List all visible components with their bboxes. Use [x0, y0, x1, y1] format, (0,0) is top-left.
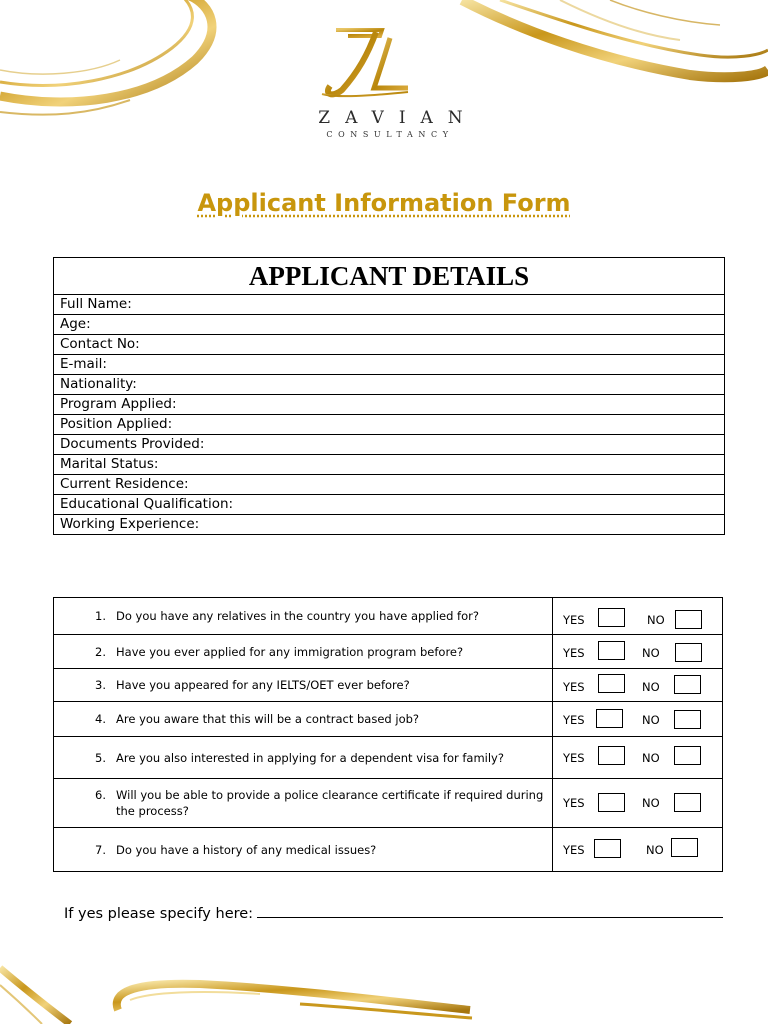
question-number: 4. — [95, 712, 106, 726]
question-text: Are you also interested in applying for a dependent visa for family? — [116, 750, 504, 765]
no-checkbox[interactable] — [675, 643, 702, 662]
no-checkbox[interactable] — [674, 746, 701, 765]
answer-cell — [553, 702, 723, 737]
question-row — [54, 828, 723, 872]
no-label: NO — [642, 680, 660, 694]
question-text: Do you have any relatives in the country you have applied for? — [116, 609, 479, 623]
question-number: 7. — [95, 842, 106, 857]
detail-row — [54, 495, 725, 515]
questions-table — [53, 597, 723, 872]
no-checkbox[interactable] — [674, 675, 701, 694]
detail-field-email[interactable]: E-mail: — [54, 355, 725, 375]
yes-checkbox[interactable] — [598, 641, 625, 660]
detail-field-nationality[interactable]: Nationality: — [54, 375, 725, 395]
question-text: Have you appeared for any IELTS/OET ever before? — [116, 678, 410, 692]
yes-label: YES — [563, 796, 585, 810]
detail-field-documents-provided[interactable]: Documents Provided: — [54, 435, 725, 455]
question-text: Have you ever applied for any immigration program before? — [116, 644, 464, 659]
no-label: NO — [647, 613, 665, 627]
detail-row — [54, 295, 725, 315]
yes-label: YES — [563, 646, 585, 660]
answer-cell — [553, 598, 723, 635]
yes-label: YES — [563, 713, 585, 727]
no-label: NO — [646, 843, 664, 857]
detail-field-marital-status[interactable]: Marital Status: — [54, 455, 725, 475]
question-row — [54, 635, 723, 669]
yes-checkbox[interactable] — [598, 793, 625, 812]
detail-field-age[interactable]: Age: — [54, 315, 725, 335]
applicant-details-table — [53, 257, 725, 535]
brand-subtitle: CONSULTANCY — [326, 130, 454, 139]
question-text: Are you aware that this will be a contract based job? — [116, 712, 420, 726]
no-label: NO — [642, 796, 660, 810]
question-number: 2. — [95, 644, 106, 659]
no-label: NO — [642, 713, 660, 727]
answer-cell — [553, 828, 723, 872]
detail-field-current-residence[interactable]: Current Residence: — [54, 475, 725, 495]
question-row — [54, 779, 723, 828]
specify-field — [64, 905, 723, 922]
question-number: 5. — [95, 750, 106, 765]
detail-row — [54, 335, 725, 355]
detail-field-position-applied[interactable]: Position Applied: — [54, 415, 725, 435]
question-row — [54, 702, 723, 737]
detail-field-educational-qualification[interactable]: Educational Qualification: — [54, 495, 725, 515]
question-row — [54, 669, 723, 702]
detail-row — [54, 515, 725, 535]
no-checkbox[interactable] — [674, 710, 701, 729]
no-label: NO — [642, 646, 660, 660]
yes-label: YES — [563, 843, 585, 857]
detail-field-contact-no[interactable]: Contact No: — [54, 335, 725, 355]
no-checkbox[interactable] — [675, 610, 702, 629]
no-checkbox[interactable] — [674, 793, 701, 812]
details-heading-row — [54, 258, 725, 295]
answer-cell — [553, 669, 723, 702]
detail-row — [54, 315, 725, 335]
question-row — [54, 598, 723, 635]
zl-monogram-logo-icon — [318, 24, 410, 102]
detail-row — [54, 415, 725, 435]
yes-checkbox[interactable] — [596, 709, 623, 728]
specify-label: If yes please specify here: — [64, 906, 254, 922]
no-checkbox[interactable] — [671, 838, 698, 857]
detail-row — [54, 375, 725, 395]
detail-row — [54, 455, 725, 475]
question-number: 3. — [95, 678, 106, 692]
question-text: Will you be able to provide a police clearance certificate if required during the process? — [116, 788, 544, 818]
yes-label: YES — [563, 751, 585, 765]
yes-label: YES — [563, 613, 585, 627]
answer-cell — [553, 737, 723, 779]
detail-field-program-applied[interactable]: Program Applied: — [54, 395, 725, 415]
detail-row — [54, 475, 725, 495]
answer-cell — [553, 779, 723, 828]
question-number: 1. — [95, 609, 106, 623]
yes-label: YES — [563, 680, 585, 694]
question-number: 6. — [95, 788, 106, 802]
question-text: Do you have a history of any medical issues? — [116, 842, 377, 857]
no-label: NO — [642, 751, 660, 765]
details-heading: APPLICANT DETAILS — [54, 258, 725, 295]
detail-field-full-name[interactable]: Full Name: — [54, 295, 725, 315]
detail-row — [54, 395, 725, 415]
detail-field-working-experience[interactable]: Working Experience: — [54, 515, 725, 535]
yes-checkbox[interactable] — [594, 839, 621, 858]
answer-cell — [553, 635, 723, 669]
yes-checkbox[interactable] — [598, 746, 625, 765]
form-title: Applicant Information Form — [197, 189, 571, 217]
brand-name: ZAVIAN — [318, 108, 478, 128]
yes-checkbox[interactable] — [598, 608, 625, 627]
question-row — [54, 737, 723, 779]
detail-row — [54, 435, 725, 455]
detail-row — [54, 355, 725, 375]
yes-checkbox[interactable] — [598, 674, 625, 693]
specify-input-line[interactable] — [257, 905, 723, 918]
